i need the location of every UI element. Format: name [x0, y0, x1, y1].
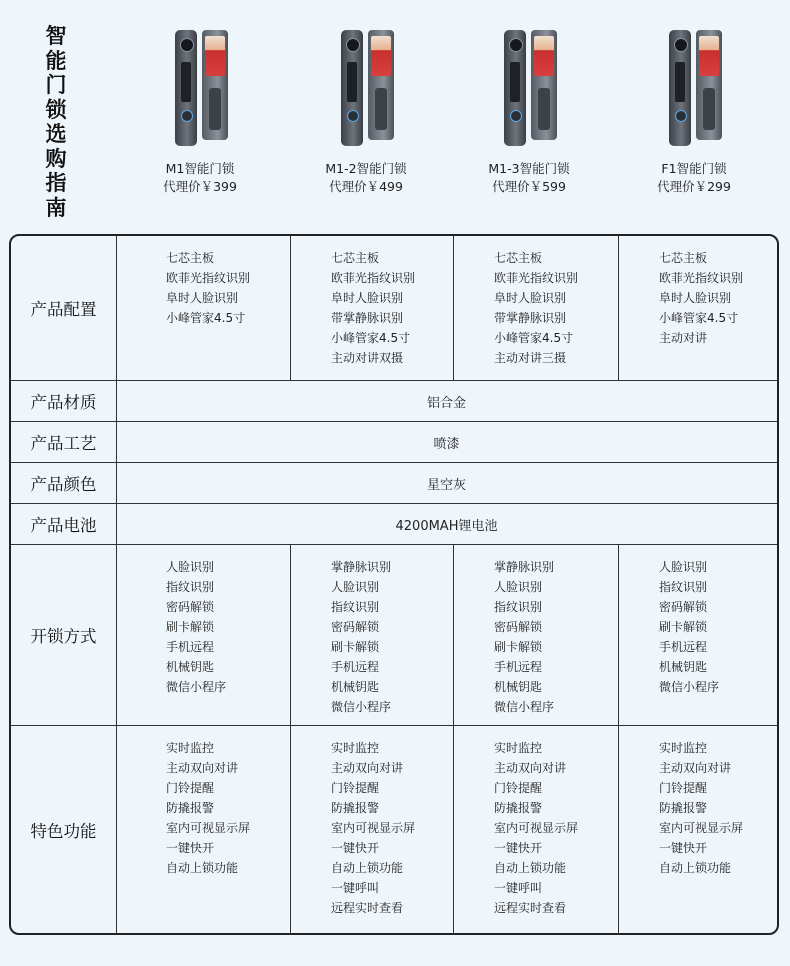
- product-price: 代理价￥499: [329, 179, 403, 194]
- row-label: 产品材质: [11, 381, 117, 421]
- list-item: 防撬报警: [659, 801, 708, 815]
- list-item: 手机远程: [659, 640, 708, 654]
- list-item: 掌静脉识别: [331, 560, 392, 574]
- cell-m1-3: [454, 726, 619, 933]
- list-item: 自动上锁功能: [659, 861, 732, 875]
- list-item: 阜时人脸识别: [659, 291, 732, 305]
- list-item: 手机远程: [166, 640, 215, 654]
- list-item: 一键呼叫: [331, 881, 380, 895]
- row-label: 产品颜色: [11, 463, 117, 503]
- list-item: 实时监控: [494, 741, 543, 755]
- list-item: 防撬报警: [166, 801, 215, 815]
- cell-m1: [116, 726, 291, 933]
- list-item: 自动上锁功能: [331, 861, 404, 875]
- list-item: 微信小程序: [331, 700, 392, 714]
- list-item: 小峰管家4.5寸: [331, 331, 411, 345]
- product-name: M1-3智能门锁: [488, 161, 570, 176]
- list-item: 机械钥匙: [494, 680, 543, 694]
- list-item: 刷卡解锁: [166, 620, 215, 634]
- row-battery: [11, 503, 777, 544]
- page-title: 智能门锁选购指南: [45, 24, 67, 220]
- list-item: 主动双向对讲: [331, 761, 404, 775]
- list-item: 主动对讲双摄: [331, 351, 404, 365]
- list-item: 实时监控: [659, 741, 708, 755]
- list-item: 欧菲光指纹识别: [331, 271, 416, 285]
- list-item: 阜时人脸识别: [166, 291, 239, 305]
- list-item: 实时监控: [166, 741, 215, 755]
- cell-m1-3: [454, 545, 619, 725]
- list-item: 密码解锁: [166, 600, 215, 614]
- product-name: F1智能门锁: [661, 161, 727, 176]
- list-item: 密码解锁: [331, 620, 380, 634]
- row-label: 开锁方式: [11, 545, 117, 725]
- cell-m1: [116, 545, 291, 725]
- row-craft: [11, 421, 777, 462]
- list-item: 密码解锁: [659, 600, 708, 614]
- list-item: 刷卡解锁: [494, 640, 543, 654]
- list-item: 人脸识别: [331, 580, 380, 594]
- list-item: 自动上锁功能: [166, 861, 239, 875]
- list-item: 七芯主板: [166, 251, 215, 265]
- cell-m1-2: [291, 236, 454, 380]
- list-item: 机械钥匙: [166, 660, 215, 674]
- list-item: 带掌静脉识别: [494, 311, 567, 325]
- list-item: 门铃提醒: [331, 781, 380, 795]
- list-item: 机械钥匙: [331, 680, 380, 694]
- list-item: 一键快开: [659, 841, 708, 855]
- row-unlock: [11, 544, 777, 725]
- list-item: 主动双向对讲: [166, 761, 239, 775]
- list-item: 人脸识别: [659, 560, 708, 574]
- list-item: 欧菲光指纹识别: [166, 271, 251, 285]
- row-value: 星空灰: [426, 477, 466, 493]
- cell-f1: [619, 545, 777, 725]
- list-item: 室内可视显示屏: [659, 821, 744, 835]
- list-item: 远程实时查看: [331, 901, 404, 915]
- list-item: 防撬报警: [331, 801, 380, 815]
- row-label: 产品工艺: [11, 422, 117, 462]
- list-item: 室内可视显示屏: [331, 821, 416, 835]
- row-value: 4200MAH锂电池: [395, 518, 498, 534]
- product-price: 代理价￥599: [492, 179, 566, 194]
- list-item: 自动上锁功能: [494, 861, 567, 875]
- list-item: 主动对讲: [659, 331, 708, 345]
- list-item: 机械钥匙: [659, 660, 708, 674]
- list-item: 刷卡解锁: [331, 640, 380, 654]
- cell-m1-3: [454, 236, 619, 380]
- list-item: 阜时人脸识别: [331, 291, 404, 305]
- list-item: 七芯主板: [659, 251, 708, 265]
- row-value: 铝合金: [426, 395, 466, 411]
- list-item: 欧菲光指纹识别: [659, 271, 744, 285]
- list-item: 实时监控: [331, 741, 380, 755]
- list-item: 门铃提醒: [659, 781, 708, 795]
- list-item: 主动双向对讲: [659, 761, 732, 775]
- list-item: 一键快开: [494, 841, 543, 855]
- list-item: 刷卡解锁: [659, 620, 708, 634]
- list-item: 防撬报警: [494, 801, 543, 815]
- list-item: 密码解锁: [494, 620, 543, 634]
- lock-image: [306, 26, 426, 150]
- lock-image: [469, 26, 589, 150]
- comparison-table: [9, 234, 779, 935]
- row-config: [11, 236, 777, 380]
- list-item: 一键呼叫: [494, 881, 543, 895]
- lock-image: [634, 26, 754, 150]
- product-m1-3: [469, 26, 589, 196]
- list-item: 阜时人脸识别: [494, 291, 567, 305]
- list-item: 门铃提醒: [494, 781, 543, 795]
- product-m1-2: [306, 26, 426, 196]
- list-item: 室内可视显示屏: [166, 821, 251, 835]
- list-item: 手机远程: [494, 660, 543, 674]
- row-label: 产品电池: [11, 504, 117, 544]
- list-item: 主动双向对讲: [494, 761, 567, 775]
- product-m1: [140, 26, 260, 196]
- cell-m1-2: [291, 726, 454, 933]
- list-item: 指纹识别: [331, 600, 380, 614]
- product-name: M1智能门锁: [165, 161, 235, 176]
- row-features: [11, 725, 777, 933]
- list-item: 一键快开: [166, 841, 215, 855]
- list-item: 门铃提醒: [166, 781, 215, 795]
- list-item: 七芯主板: [494, 251, 543, 265]
- list-item: 七芯主板: [331, 251, 380, 265]
- list-item: 小峰管家4.5寸: [659, 311, 739, 325]
- list-item: 小峰管家4.5寸: [494, 331, 574, 345]
- list-item: 主动对讲三摄: [494, 351, 567, 365]
- product-price: 代理价￥299: [657, 179, 731, 194]
- list-item: 人脸识别: [494, 580, 543, 594]
- lock-image: [140, 26, 260, 150]
- list-item: 掌静脉识别: [494, 560, 555, 574]
- list-item: 微信小程序: [659, 680, 720, 694]
- row-value: 喷漆: [433, 436, 460, 452]
- row-label: 特色功能: [11, 726, 117, 933]
- list-item: 指纹识别: [659, 580, 708, 594]
- list-item: 指纹识别: [494, 600, 543, 614]
- list-item: 一键快开: [331, 841, 380, 855]
- cell-m1: [116, 236, 291, 380]
- product-price: 代理价￥399: [163, 179, 237, 194]
- list-item: 指纹识别: [166, 580, 215, 594]
- list-item: 带掌静脉识别: [331, 311, 404, 325]
- list-item: 手机远程: [331, 660, 380, 674]
- product-name: M1-2智能门锁: [325, 161, 407, 176]
- list-item: 室内可视显示屏: [494, 821, 579, 835]
- list-item: 小峰管家4.5寸: [166, 311, 246, 325]
- cell-m1-2: [291, 545, 454, 725]
- row-color: [11, 462, 777, 503]
- cell-f1: [619, 726, 777, 933]
- list-item: 远程实时查看: [494, 901, 567, 915]
- cell-f1: [619, 236, 777, 380]
- row-label: 产品配置: [11, 236, 117, 380]
- product-f1: [634, 26, 754, 196]
- list-item: 微信小程序: [166, 680, 227, 694]
- row-material: [11, 380, 777, 421]
- list-item: 微信小程序: [494, 700, 555, 714]
- list-item: 人脸识别: [166, 560, 215, 574]
- list-item: 欧菲光指纹识别: [494, 271, 579, 285]
